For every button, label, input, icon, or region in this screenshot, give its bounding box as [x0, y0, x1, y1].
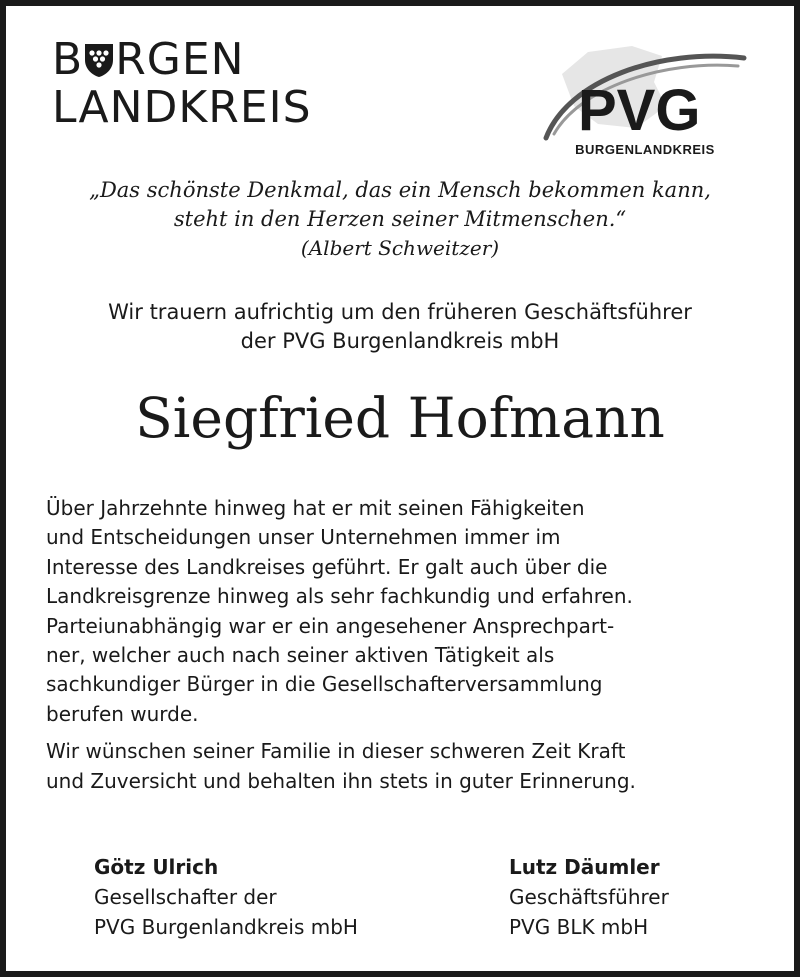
intro-line-2: der PVG Burgenlandkreis mbH [240, 329, 560, 353]
pvg-subtitle: BURGENLANDKREIS [575, 142, 715, 157]
signatory-name: Götz Ulrich [94, 855, 219, 879]
logo-line-2: LANDKREIS [52, 82, 312, 133]
signatory-name: Lutz Däumler [509, 855, 660, 879]
text-line: Landkreisgrenze hinweg als sehr fachkundig und erfahren. [46, 584, 633, 609]
text-line: und Entscheidungen unser Unternehmen immer im [46, 525, 561, 550]
paragraph-1 [46, 494, 766, 729]
quote-line-2: steht in den Herzen seiner Mitmenschen.“ [173, 207, 627, 231]
text-line: ner, welcher auch nach seiner aktiven Tätigkeit als [46, 643, 555, 668]
pvg-logo [540, 34, 750, 164]
quote-line-1: „Das schönste Denkmal, das ein Mensch bekommen kann, [89, 178, 711, 202]
quote-author: (Albert Schweitzer) [300, 236, 500, 260]
signatory-role: Geschäftsführer [509, 885, 669, 909]
text-line: Interesse des Landkreises geführt. Er galt auch über die [46, 554, 608, 579]
pvg-wordmark: PVG [578, 78, 701, 143]
text-line: sachkundiger Bürger in die Gesellschafterversammlung [46, 672, 603, 697]
logo-line-1: B RGEN [52, 34, 245, 85]
text-line: berufen wurde. [46, 701, 199, 726]
intro-line-1: Wir trauern aufrichtig um den früheren Geschäftsführer [108, 300, 692, 324]
pvg-emblem-icon [540, 34, 750, 144]
text-line: Über Jahrzehnte hinweg hat er mit seinen Fähigkeiten [46, 496, 585, 520]
text-line: Parteiunabhängig war er ein angesehener Ansprechpart- [46, 613, 615, 638]
intro-text [6, 298, 794, 356]
deceased-name: Siegfried Hofmann [135, 386, 665, 450]
body-text [46, 494, 766, 796]
burgenlandkreis-logo [52, 36, 312, 132]
signature-geschaeftsfuehrer [509, 852, 669, 942]
text-line: und Zuversicht und behalten ihn stets in guter Erinnerung. [46, 768, 636, 793]
signatory-role: Gesellschafter der [94, 885, 277, 909]
signatory-organization: PVG Burgenlandkreis mbH [94, 915, 358, 939]
text-line: Wir wünschen seiner Familie in dieser schweren Zeit Kraft [46, 739, 626, 764]
crest-icon [84, 42, 114, 78]
signature-gesellschafter [94, 852, 358, 942]
paragraph-2 [46, 737, 766, 796]
signatory-organization: PVG BLK mbH [509, 915, 649, 939]
quote-block [6, 176, 794, 263]
